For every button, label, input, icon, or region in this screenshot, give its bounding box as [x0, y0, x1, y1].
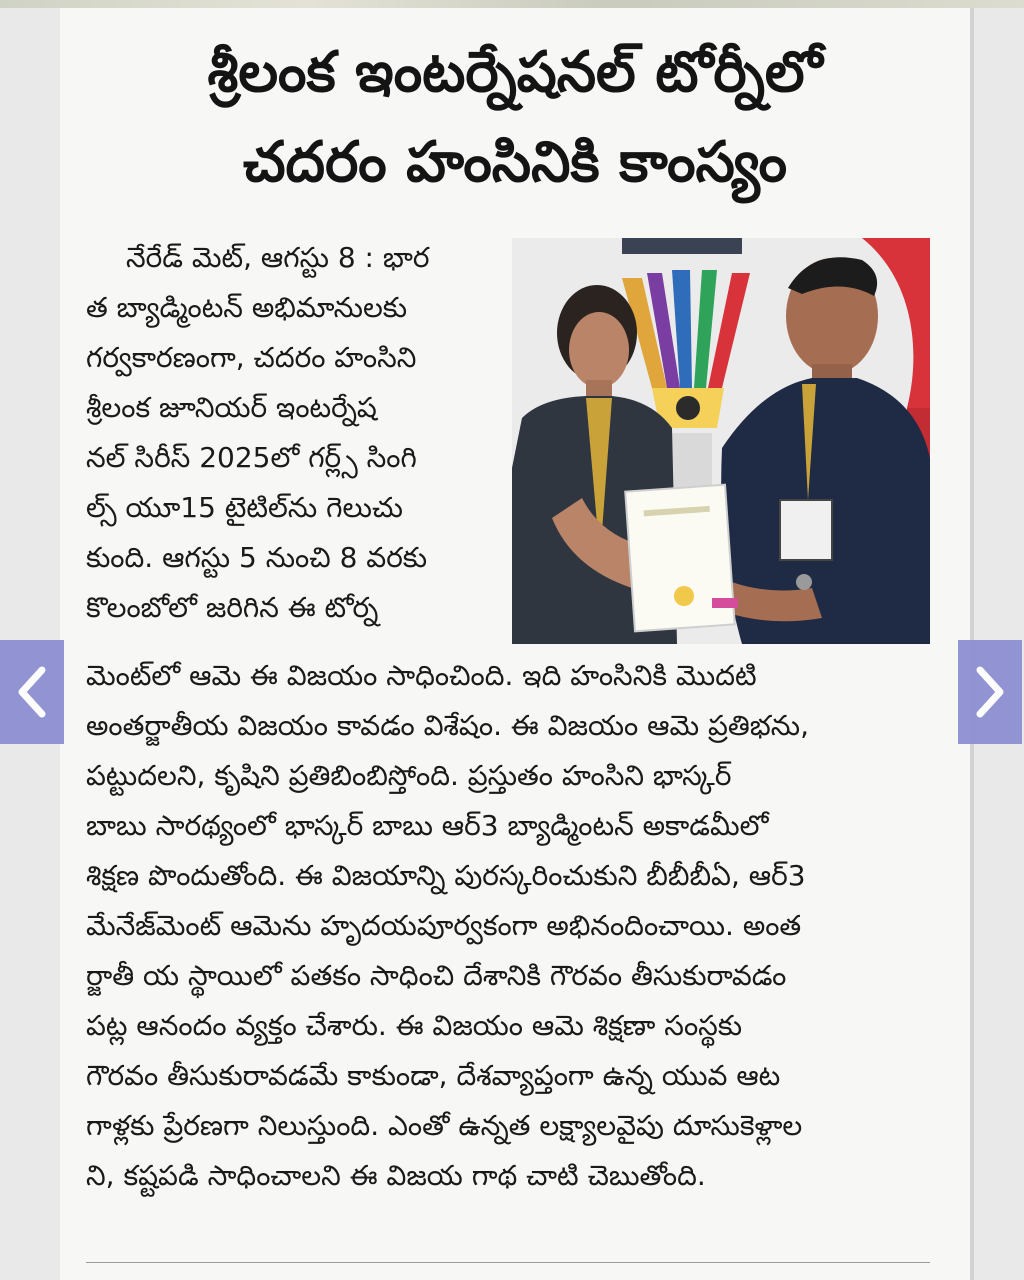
article-line: నేరేడ్ మెట్, ఆగస్టు 8 : భార: [126, 241, 430, 274]
article-line: గౌరవం తీసుకురావడమే కాకుండా, దేశవ్యాప్తంగా ఉన్న యువ ఆట: [86, 1059, 781, 1092]
article-line: మేనేజ్‌మెంట్ ఆమెను హృదయపూర్వకంగా అభినందించాయి. అంత: [86, 909, 802, 942]
article-line: కుంది. ఆగస్టు 5 నుంచి 8 వరకు: [86, 541, 428, 574]
chevron-left-icon: [12, 662, 52, 722]
article-line: కొలంబోలో జరిగిన ఈ టోర్న: [86, 591, 379, 624]
previous-button[interactable]: [0, 640, 64, 744]
award-ceremony-illustration: [512, 238, 930, 644]
certificate: [625, 485, 738, 632]
article-line: పట్ల ఆనందం వ్యక్తం చేశారు. ఈ విజయం ఆమె శిక్షణా సంస్థకు: [86, 1009, 743, 1042]
article-line: అంతర్జాతీయ విజయం కావడం విశేషం. ఈ విజయం ఆమె ప్రతిభను,: [86, 709, 810, 742]
next-button[interactable]: [958, 640, 1022, 744]
article-line: త బ్యాడ్మింటన్ అభిమానులకు: [86, 291, 408, 324]
headline-line-2: చదరం హంసినికి కాంస్యం: [242, 130, 787, 195]
article-line: బాబు సారథ్యంలో భాస్కర్ బాబు ఆర్3 బ్యాడ్మింటన్ అకాడమీలో: [86, 809, 769, 842]
article-column-full-width: [86, 651, 946, 1201]
article-line: శ్రీలంక జూనియర్ ఇంటర్నేష: [86, 391, 377, 424]
article-line: ర్జాతీ య స్థాయిలో పతకం సాధించి దేశానికి గౌరవం తీసుకురావడం: [86, 959, 787, 992]
article-line: ల్స్ యూ15 టైటిల్‌ను గెలుచు: [86, 491, 403, 524]
headline: [80, 28, 950, 208]
article-line: శిక్షణ పొందుతోంది. ఈ విజయాన్ని పురస్కరించుకుని బీబీబీఏ, ఆర్3: [86, 859, 806, 892]
chevron-right-icon: [970, 662, 1010, 722]
top-strip: [0, 0, 1024, 8]
article-line: గర్వకారణంగా, చదరం హంసిని: [86, 341, 417, 374]
article-line: ని, కష్టపడి సాధించాలని ఈ విజయ గాథ చాటి చెబుతోంది.: [86, 1159, 706, 1192]
headline-line-1: శ్రీలంక ఇంటర్నేషనల్ టోర్నీలో: [207, 40, 823, 105]
article-line: నల్ సిరీస్ 2025లో గర్ల్స్ సింగి: [86, 441, 417, 474]
award-ceremony-photo: [512, 238, 930, 644]
article-line: మెంట్‌లో ఆమె ఈ విజయం సాధించింది. ఇది హంసినికి మొదటి: [86, 659, 757, 692]
article-line: పట్టుదలని, కృషిని ప్రతిబింబిస్తోంది. ప్రస్తుతం హంసిని భాస్కర్: [86, 759, 732, 792]
article-line: గాళ్లకు ప్రేరణగా నిలుస్తుంది. ఎంతో ఉన్నత లక్ష్యాలవైపు దూసుకెళ్లాల: [86, 1109, 803, 1142]
article-column-beside-photo: [86, 233, 496, 633]
bottom-rule: [86, 1262, 930, 1263]
